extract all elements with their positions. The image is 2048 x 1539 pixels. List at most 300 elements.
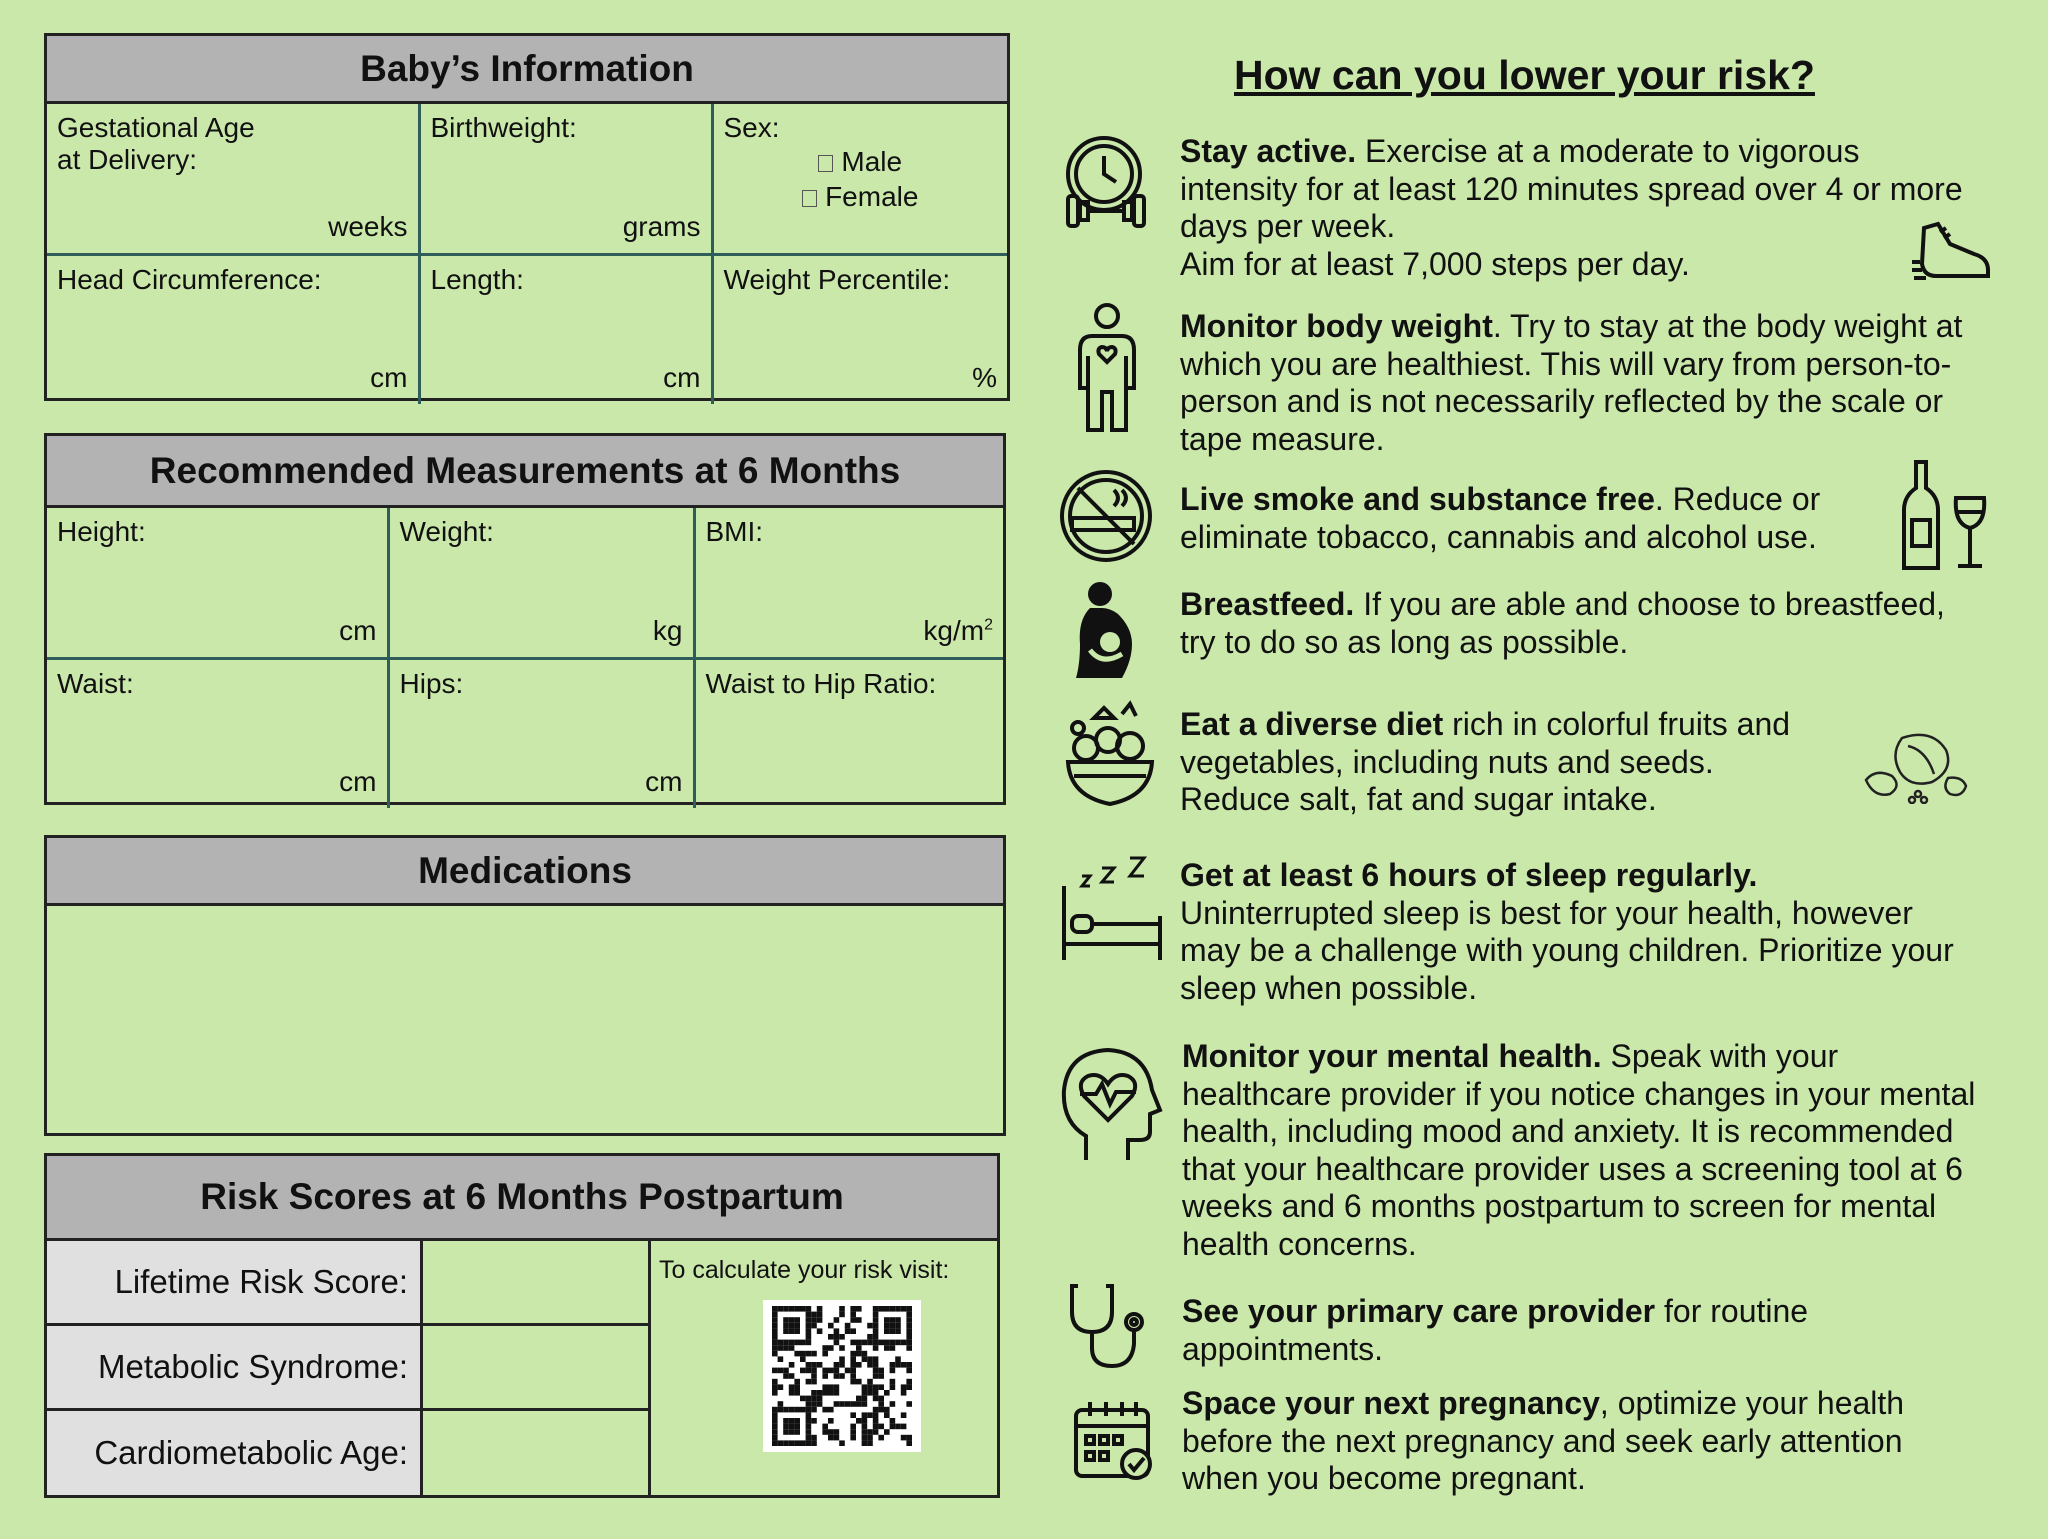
qr-module <box>828 1334 834 1340</box>
qr-module <box>906 1306 912 1312</box>
qr-module <box>895 1340 901 1346</box>
unit-grams: grams <box>622 210 701 242</box>
qr-module <box>901 1340 907 1346</box>
running-shoe-icon <box>1910 218 1994 288</box>
qr-module <box>834 1390 840 1396</box>
qr-module <box>850 1401 856 1407</box>
lifetime-risk-field[interactable] <box>423 1241 651 1326</box>
qr-module <box>873 1412 879 1418</box>
qr-module <box>822 1390 828 1396</box>
qr-module <box>890 1340 896 1346</box>
tip-heading: Monitor your mental health. <box>1182 1038 1602 1074</box>
tip-heading: Stay active. <box>1180 133 1357 169</box>
qr-module <box>822 1429 828 1435</box>
tip-mental-health <box>1182 1038 1982 1263</box>
qr-module <box>873 1345 879 1351</box>
qr-module <box>806 1312 812 1318</box>
qr-module <box>906 1401 912 1407</box>
metabolic-syndrome-label: Metabolic Syndrome: <box>47 1326 423 1411</box>
qr-module <box>789 1317 795 1323</box>
qr-module <box>856 1401 862 1407</box>
qr-module <box>794 1351 800 1357</box>
qr-module <box>778 1340 784 1346</box>
tip-text: Speak with your healthcare provider if you notice changes in your mental health, including mood and anxiety. It is recommended that your healthcare provider uses a screening tool at 6 weeks and 6 months postpartum to screen for mental health concerns. <box>1182 1038 1976 1262</box>
height-label: Height: <box>57 516 146 547</box>
qr-module <box>783 1424 789 1430</box>
qr-module <box>772 1345 778 1351</box>
qr-module <box>783 1368 789 1374</box>
qr-module <box>850 1306 856 1312</box>
qr-module <box>806 1340 812 1346</box>
qr-module <box>901 1435 907 1441</box>
birthweight-label: Birthweight: <box>430 112 577 143</box>
qr-module <box>772 1429 778 1435</box>
qr-module <box>789 1373 795 1379</box>
qr-module <box>778 1368 784 1374</box>
qr-module <box>862 1424 868 1430</box>
qr-module <box>772 1435 778 1441</box>
qr-module <box>817 1396 823 1402</box>
height-cell[interactable] <box>47 508 388 658</box>
qr-module <box>862 1429 868 1435</box>
length-label: Length: <box>430 263 524 295</box>
qr-module <box>884 1412 890 1418</box>
cardiometabolic-age-field[interactable] <box>423 1411 651 1495</box>
unit-cm: cm <box>370 362 408 393</box>
qr-module <box>783 1340 789 1346</box>
qr-module <box>806 1334 812 1340</box>
qr-module <box>789 1345 795 1351</box>
weight-label: Weight: <box>399 516 494 547</box>
qr-module <box>794 1323 800 1329</box>
unit-cm: cm <box>645 766 683 797</box>
qr-module <box>890 1401 896 1407</box>
qr-module <box>828 1368 834 1374</box>
medications-field[interactable] <box>47 906 1003 1132</box>
qr-module <box>772 1317 778 1323</box>
qr-module <box>895 1362 901 1368</box>
qr-module <box>856 1396 862 1402</box>
qr-module <box>794 1424 800 1430</box>
qr-module <box>873 1429 879 1435</box>
medications-section <box>44 835 1006 1136</box>
qr-module <box>884 1345 890 1351</box>
qr-module <box>806 1429 812 1435</box>
weight-percentile-cell[interactable] <box>712 254 1007 404</box>
qr-module <box>878 1435 884 1441</box>
qr-module <box>789 1362 795 1368</box>
bmi-label: BMI: <box>705 516 764 547</box>
bmi-unit-exponent: 2 <box>984 616 993 634</box>
qr-module <box>906 1312 912 1318</box>
qr-module <box>856 1379 862 1385</box>
waist-hip-ratio-cell[interactable] <box>694 658 1003 808</box>
qr-module <box>811 1312 817 1318</box>
qr-module <box>806 1440 812 1446</box>
salad-bowl-icon <box>1064 700 1156 810</box>
risk-scores-section <box>44 1153 1000 1498</box>
qr-module <box>800 1407 806 1413</box>
hips-cell[interactable] <box>388 658 694 808</box>
qr-module <box>873 1368 879 1374</box>
qr-module <box>850 1373 856 1379</box>
qr-module <box>783 1323 789 1329</box>
section-title: Baby’s Information <box>47 36 1007 104</box>
qr-module <box>862 1340 868 1346</box>
cardiometabolic-age-label: Cardiometabolic Age: <box>47 1411 423 1495</box>
qr-module <box>850 1435 856 1441</box>
female-checkbox[interactable] <box>802 190 817 207</box>
qr-module <box>772 1384 778 1390</box>
tip-monitor-body-weight <box>1180 308 1980 458</box>
qr-module <box>884 1429 890 1435</box>
qr-module <box>806 1317 812 1323</box>
qr-module <box>811 1379 817 1385</box>
qr-module <box>856 1351 862 1357</box>
qr-module <box>772 1390 778 1396</box>
qr-module <box>817 1328 823 1334</box>
qr-module <box>806 1362 812 1368</box>
qr-module <box>800 1306 806 1312</box>
qr-module <box>811 1418 817 1424</box>
qr-module <box>901 1424 907 1430</box>
tip-heading: Eat a diverse diet <box>1180 706 1444 742</box>
qr-module <box>789 1407 795 1413</box>
qr-module <box>811 1401 817 1407</box>
qr-module <box>811 1317 817 1323</box>
qr-module <box>884 1407 890 1413</box>
head-heartbeat-icon <box>1056 1044 1164 1162</box>
stethoscope-icon <box>1066 1282 1156 1370</box>
tip-stay-active <box>1180 133 1980 283</box>
qr-module <box>906 1440 912 1446</box>
qr-module <box>901 1390 907 1396</box>
qr-module <box>806 1351 812 1357</box>
qr-module <box>856 1345 862 1351</box>
stopwatch-dumbbell-icon <box>1062 132 1166 236</box>
qr-module <box>789 1328 795 1334</box>
qr-module <box>778 1440 784 1446</box>
qr-module <box>862 1356 868 1362</box>
qr-module <box>811 1362 817 1368</box>
qr-module <box>890 1418 896 1424</box>
qr-module <box>890 1345 896 1351</box>
qr-module <box>806 1418 812 1424</box>
qr-module <box>806 1379 812 1385</box>
qr-module <box>789 1418 795 1424</box>
qr-module <box>789 1429 795 1435</box>
qr-module <box>901 1306 907 1312</box>
qr-module <box>906 1362 912 1368</box>
qr-module <box>850 1356 856 1362</box>
lifetime-risk-label: Lifetime Risk Score: <box>47 1241 423 1326</box>
waist-cell[interactable] <box>47 658 388 808</box>
qr-module <box>839 1345 845 1351</box>
qr-module <box>772 1323 778 1329</box>
qr-module <box>878 1384 884 1390</box>
no-smoking-icon <box>1058 468 1154 564</box>
metabolic-syndrome-field[interactable] <box>423 1326 651 1411</box>
qr-module <box>845 1368 851 1374</box>
qr-module <box>867 1384 873 1390</box>
sex-option-male[interactable] <box>724 144 998 179</box>
qr-module <box>878 1424 884 1430</box>
qr-module <box>828 1435 834 1441</box>
qr-module <box>834 1435 840 1441</box>
qr-module <box>867 1362 873 1368</box>
qr-module <box>806 1435 812 1441</box>
weight-percentile-label: Weight Percentile: <box>723 263 951 295</box>
babys-information-section <box>44 33 1010 401</box>
qr-module <box>901 1362 907 1368</box>
bmi-cell[interactable] <box>694 508 1003 658</box>
tip-heading: Get at least 6 hours of sleep regularly. <box>1180 857 1758 893</box>
qr-module <box>890 1424 896 1430</box>
qr-module <box>867 1379 873 1385</box>
qr-module <box>806 1323 812 1329</box>
qr-module <box>884 1328 890 1334</box>
qr-module <box>811 1368 817 1374</box>
calendar-check-icon <box>1072 1400 1156 1482</box>
qr-module <box>884 1323 890 1329</box>
qr-module <box>772 1379 778 1385</box>
qr-module <box>794 1418 800 1424</box>
qr-module <box>772 1328 778 1334</box>
qr-module <box>811 1323 817 1329</box>
gestational-age-label: Gestational Age <box>57 112 255 143</box>
qr-module <box>890 1384 896 1390</box>
qr-module <box>822 1368 828 1374</box>
qr-module <box>811 1351 817 1357</box>
qr-module <box>817 1390 823 1396</box>
qr-module <box>862 1390 868 1396</box>
qr-module <box>873 1424 879 1430</box>
qr-module <box>772 1312 778 1318</box>
qr-module <box>856 1362 862 1368</box>
qr-module <box>822 1424 828 1430</box>
qr-module <box>822 1384 828 1390</box>
qr-module <box>862 1396 868 1402</box>
qr-module <box>834 1429 840 1435</box>
qr-module <box>850 1412 856 1418</box>
qr-module <box>817 1401 823 1407</box>
qr-module <box>895 1317 901 1323</box>
wine-bottle-glass-icon <box>1902 458 1992 572</box>
qr-module <box>783 1345 789 1351</box>
qr-module <box>845 1401 851 1407</box>
qr-module <box>895 1356 901 1362</box>
qr-module <box>800 1368 806 1374</box>
qr-module <box>822 1373 828 1379</box>
qr-module <box>901 1412 907 1418</box>
sleep-bed-icon <box>1060 856 1164 960</box>
qr-module <box>867 1390 873 1396</box>
qr-module <box>867 1435 873 1441</box>
section-title: Risk Scores at 6 Months Postpartum <box>47 1156 997 1241</box>
qr-module <box>895 1306 901 1312</box>
qr-module <box>811 1373 817 1379</box>
qr-module <box>794 1390 800 1396</box>
tip-text: rich in colorful fruits and vegetables, including nuts and seeds. <box>1180 706 1791 780</box>
qr-module <box>822 1407 828 1413</box>
qr-module <box>850 1379 856 1385</box>
qr-module <box>806 1396 812 1402</box>
qr-module <box>772 1351 778 1357</box>
qr-module <box>806 1412 812 1418</box>
qr-module <box>789 1384 795 1390</box>
qr-module <box>873 1356 879 1362</box>
qr-module <box>878 1373 884 1379</box>
qr-module <box>778 1345 784 1351</box>
qr-module <box>890 1379 896 1385</box>
tip-breastfeed <box>1180 586 1980 661</box>
qr-module <box>778 1384 784 1390</box>
birthweight-cell[interactable] <box>419 104 712 254</box>
tip-heading: Space your next pregnancy <box>1182 1385 1600 1421</box>
qr-module <box>867 1356 873 1362</box>
qr-module <box>890 1323 896 1329</box>
tip-primary-care <box>1182 1293 1982 1368</box>
qr-module <box>867 1323 873 1329</box>
qr-module <box>834 1340 840 1346</box>
qr-module <box>783 1429 789 1435</box>
qr-module <box>783 1407 789 1413</box>
qr-module <box>783 1317 789 1323</box>
qr-module <box>839 1440 845 1446</box>
bmi-unit-text: kg/m <box>923 614 985 646</box>
sex-option-female[interactable] <box>724 179 998 214</box>
qr-module <box>794 1440 800 1446</box>
qr-module <box>906 1379 912 1385</box>
risk-tips-title: How can you lower your risk? <box>1234 52 1815 98</box>
sex-cell <box>712 104 1007 254</box>
qr-module <box>862 1412 868 1418</box>
qr-module <box>890 1317 896 1323</box>
unit-cm: cm <box>663 362 701 393</box>
qr-module <box>890 1368 896 1374</box>
hips-label: Hips: <box>399 667 464 699</box>
qr-module <box>906 1345 912 1351</box>
qr-module <box>772 1440 778 1446</box>
qr-module <box>856 1306 862 1312</box>
qr-module <box>878 1407 884 1413</box>
qr-module <box>867 1340 873 1346</box>
male-label: Male <box>841 146 903 177</box>
waist-hip-ratio-label: Waist to Hip Ratio: <box>705 667 937 699</box>
qr-module <box>817 1312 823 1318</box>
qr-module <box>811 1435 817 1441</box>
qr-module <box>834 1328 840 1334</box>
qr-module <box>834 1373 840 1379</box>
qr-module <box>890 1306 896 1312</box>
qr-module <box>811 1440 817 1446</box>
qr-module <box>862 1440 868 1446</box>
waist-label: Waist: <box>57 667 134 699</box>
qr-module <box>794 1429 800 1435</box>
male-checkbox[interactable] <box>818 155 833 172</box>
qr-module <box>778 1407 784 1413</box>
qr-module <box>867 1334 873 1340</box>
qr-module <box>772 1340 778 1346</box>
nuts-seeds-icon <box>1862 728 1970 804</box>
gestational-age-label-2: at Delivery: <box>57 144 198 175</box>
tip-extra: Reduce salt, fat and sugar intake. <box>1180 781 1657 817</box>
qr-module <box>839 1356 845 1362</box>
weight-cell[interactable] <box>388 508 694 658</box>
qr-module <box>906 1334 912 1340</box>
tip-heading: Monitor body weight <box>1180 308 1493 344</box>
qr-module <box>850 1368 856 1374</box>
qr-module <box>906 1384 912 1390</box>
qr-module <box>828 1418 834 1424</box>
qr-module <box>850 1328 856 1334</box>
qr-module <box>856 1317 862 1323</box>
gestational-age-cell[interactable] <box>47 104 419 254</box>
qr-module <box>834 1362 840 1368</box>
qr-module <box>794 1317 800 1323</box>
qr-module <box>811 1396 817 1402</box>
qr-module <box>895 1323 901 1329</box>
measurements-section <box>44 433 1006 805</box>
sex-label: Sex: <box>723 112 780 143</box>
qr-module <box>794 1328 800 1334</box>
tip-text: for routine appointments. <box>1182 1293 1809 1367</box>
qr-module <box>772 1368 778 1374</box>
qr-module <box>850 1340 856 1346</box>
qr-module <box>878 1368 884 1374</box>
qr-module <box>901 1384 907 1390</box>
head-circumference-cell[interactable] <box>47 254 419 404</box>
qr-module <box>884 1306 890 1312</box>
head-circumference-label: Head Circumference: <box>57 263 322 295</box>
qr-module <box>884 1317 890 1323</box>
qr-module <box>828 1390 834 1396</box>
qr-module <box>862 1401 868 1407</box>
qr-module <box>856 1418 862 1424</box>
qr-module <box>878 1340 884 1346</box>
tip-extra: Uninterrupted sleep is best for your health, however may be a challenge with young children. Prioritize your sleep when possible. <box>1180 894 1954 1006</box>
qr-module <box>794 1379 800 1385</box>
tip-sleep <box>1180 857 1980 1007</box>
length-cell[interactable] <box>419 254 712 404</box>
qr-module <box>839 1334 845 1340</box>
qr-code[interactable] <box>763 1300 921 1452</box>
qr-module <box>867 1440 873 1446</box>
qr-module <box>783 1328 789 1334</box>
unit-cm: cm <box>339 766 377 797</box>
unit-kg-m2 <box>923 615 993 647</box>
qr-module <box>817 1362 823 1368</box>
qr-module <box>783 1306 789 1312</box>
qr-module <box>778 1306 784 1312</box>
qr-module <box>873 1390 879 1396</box>
qr-module <box>817 1317 823 1323</box>
qr-module <box>873 1340 879 1346</box>
qr-module <box>873 1312 879 1318</box>
qr-module <box>778 1401 784 1407</box>
qr-module <box>873 1407 879 1413</box>
tip-text: . Try to stay at the body weight at which you are healthiest. This will vary from person-to-person and is not necessarily reflected by the scale or tape measure. <box>1180 308 1963 457</box>
tip-extra: Aim for at least 7,000 steps per day. <box>1180 245 1690 282</box>
qr-module <box>811 1390 817 1396</box>
breastfeeding-icon <box>1072 580 1140 680</box>
qr-module <box>867 1412 873 1418</box>
qr-module <box>890 1362 896 1368</box>
unit-percent: % <box>972 362 997 393</box>
qr-module <box>772 1418 778 1424</box>
qr-module <box>828 1345 834 1351</box>
female-label: Female <box>825 181 919 212</box>
